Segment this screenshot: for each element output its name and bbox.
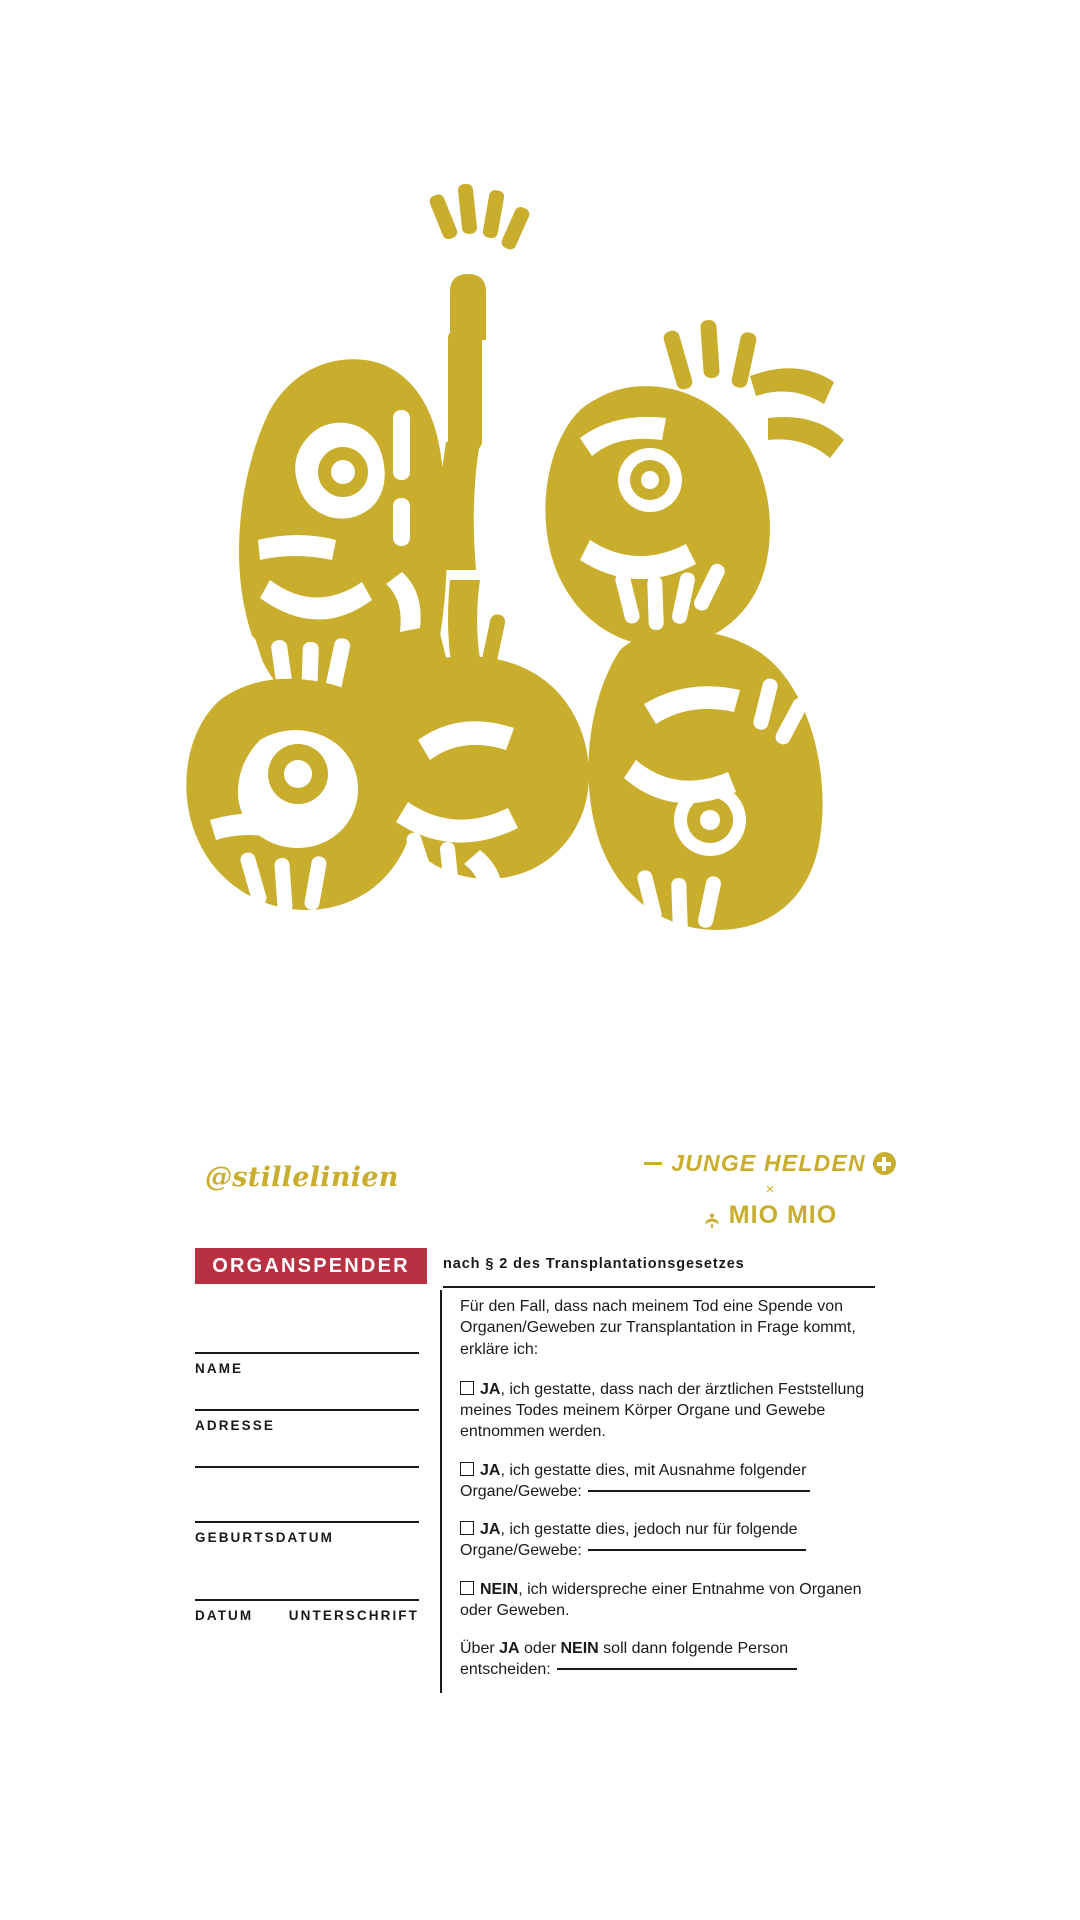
- option-ja-only[interactable]: [460, 1519, 875, 1562]
- organ-illustration: [150, 180, 950, 940]
- decider-middle: oder: [519, 1640, 561, 1658]
- law-reference: nach § 2 des Transplantationsgesetzes: [443, 1256, 745, 1272]
- dash-icon: [644, 1162, 662, 1165]
- date-label: DATUM: [195, 1608, 254, 1623]
- option-4-text: , ich widerspreche einer Entnahme von Organen oder Geweben.: [460, 1580, 862, 1619]
- option-3-input[interactable]: [588, 1549, 806, 1551]
- address-label: ADRESSE: [195, 1418, 275, 1433]
- name-input[interactable]: [195, 1352, 419, 1354]
- option-2-text: , ich gestatte dies, mit Ausnahme folgender: [500, 1461, 807, 1479]
- decider-input[interactable]: [557, 1668, 797, 1670]
- birthdate-input[interactable]: [195, 1521, 419, 1523]
- spacer: [195, 1298, 427, 1352]
- field-name[interactable]: [195, 1352, 427, 1376]
- declaration-intro: Für den Fall, dass nach meinem Tod eine Spende von Organen/Geweben zur Transplantation in Frage kommt, erkläre ich:: [460, 1298, 856, 1358]
- brand-lockup: [640, 1150, 900, 1230]
- column-divider: [440, 1290, 442, 1693]
- brand-primary-label: JUNGE HELDEN: [671, 1150, 866, 1176]
- decider-statement[interactable]: [460, 1638, 875, 1681]
- brand-junge-helden: [640, 1150, 900, 1177]
- decider-second-line: entscheiden:: [460, 1661, 551, 1679]
- checkbox-ja-except[interactable]: [460, 1462, 474, 1476]
- spacer: [195, 1376, 427, 1409]
- address-input-line1[interactable]: [195, 1409, 419, 1411]
- personal-fields: [195, 1298, 427, 1623]
- field-address[interactable]: [195, 1409, 427, 1433]
- decider-suffix: soll dann folgende Person: [598, 1640, 789, 1658]
- organ-donor-card: [195, 1248, 875, 1693]
- spacer: [195, 1545, 427, 1599]
- decider-key2: NEIN: [560, 1640, 599, 1658]
- spacer: [195, 1468, 427, 1521]
- header-divider: [443, 1286, 875, 1288]
- decider-prefix: Über: [460, 1640, 500, 1658]
- card-header: [195, 1248, 875, 1290]
- option-4-key: NEIN: [480, 1580, 519, 1598]
- brand-mio-mio: [640, 1201, 900, 1230]
- address-input-line2[interactable]: [195, 1466, 419, 1468]
- option-1-text: , ich gestatte, dass nach der ärztlichen Feststellung meines Todes meinem Körper Organe und Gewebe entnommen werden.: [460, 1380, 865, 1441]
- option-nein[interactable]: [460, 1579, 875, 1622]
- date-signature-labels: [195, 1608, 419, 1623]
- spacer: [195, 1433, 427, 1466]
- option-ja-full[interactable]: [460, 1379, 875, 1443]
- declaration-section: [460, 1296, 875, 1698]
- option-3-input-label: Organe/Gewebe:: [460, 1542, 582, 1560]
- option-2-key: JA: [480, 1461, 501, 1479]
- decider-key1: JA: [499, 1640, 520, 1658]
- checkbox-ja-full[interactable]: [460, 1381, 474, 1395]
- status-badge: ORGANSPENDER: [195, 1248, 427, 1284]
- signature-label: UNTERSCHRIFT: [288, 1608, 419, 1623]
- brand-secondary-label: MIO MIO: [728, 1201, 838, 1229]
- credits-row: [0, 1150, 1080, 1230]
- medical-cross-icon: [873, 1152, 896, 1175]
- date-signature-input[interactable]: [195, 1599, 419, 1601]
- birthdate-label: GEBURTSDATUM: [195, 1530, 334, 1545]
- leaf-icon: [703, 1207, 721, 1225]
- option-1-key: JA: [480, 1380, 501, 1398]
- artist-handle: @stillelinien: [205, 1162, 399, 1193]
- brand-separator: ×: [765, 1181, 775, 1198]
- field-birthdate[interactable]: [195, 1521, 427, 1545]
- option-2-input[interactable]: [588, 1490, 810, 1492]
- name-label: NAME: [195, 1361, 244, 1376]
- option-3-key: JA: [480, 1521, 501, 1539]
- field-address-line2[interactable]: [195, 1466, 427, 1468]
- field-date-signature[interactable]: [195, 1599, 427, 1623]
- checkbox-nein[interactable]: [460, 1581, 474, 1595]
- option-ja-except[interactable]: [460, 1460, 875, 1503]
- option-3-text: , ich gestatte dies, jedoch nur für folgende: [500, 1521, 798, 1539]
- option-2-input-label: Organe/Gewebe:: [460, 1482, 582, 1500]
- checkbox-ja-only[interactable]: [460, 1521, 474, 1535]
